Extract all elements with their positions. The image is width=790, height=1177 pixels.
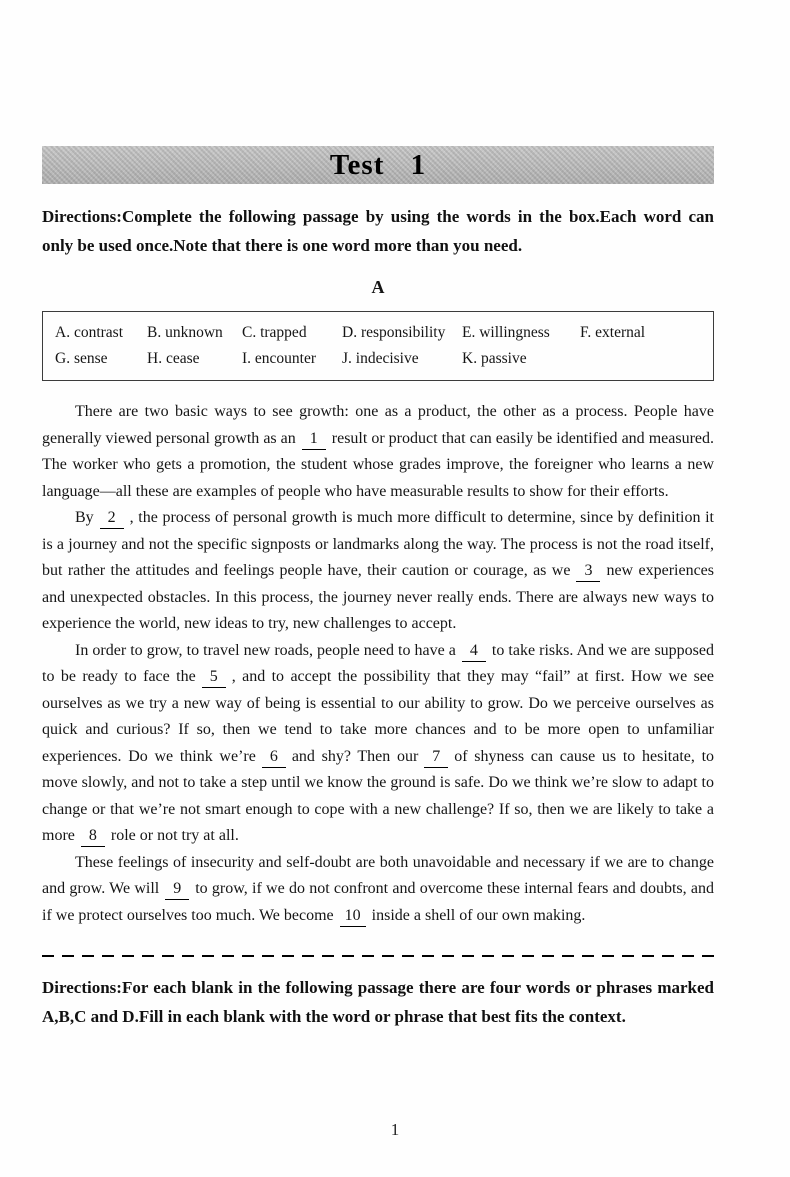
passage-text: of shyness can cause us to hesitate, to move slowly, and not to take a step until we know the ground is safe. Do we think we’re slow to adapt to change or that we’re not smart enough to cope with a new challenge? If so, then we are likely to take a more (42, 747, 715, 844)
blank-1: 1 (302, 429, 326, 450)
blank-5: 5 (202, 667, 226, 688)
passage-text: inside a shell of our own making. (371, 906, 586, 924)
passage-text: result or product that can easily be identified and measured. The worker who gets a promotion, the student whose grades improve, the foreigner who learns a new language—all these are examples of people who have measurable results to show for their efforts. (42, 429, 714, 500)
word-option: G. sense (55, 350, 108, 367)
passage-text: In order to grow, to travel new roads, people need to have a (75, 641, 456, 659)
passage-text: , and to accept the possibility that they may “fail” at first. How we see ourselves as we try a new way of being is essential to our ability to grow. Do we perceive ourselves as quick and curious? If so, then we tend to take more chances and to be more open to unfamiliar experiences. Do we think we’re (42, 668, 715, 765)
word-box-row (55, 346, 713, 372)
word-option: E. willingness (462, 324, 550, 341)
blank-3: 3 (576, 561, 600, 582)
word-option: K. passive (462, 350, 527, 367)
word-box (42, 311, 714, 381)
passage-text: to grow, if we do not confront and overcome these internal fears and doubts, and if we protect ourselves too much. We become (42, 880, 715, 924)
blank-4: 4 (462, 641, 486, 662)
word-option: B. unknown (147, 324, 223, 341)
test-title-banner (42, 146, 714, 184)
blank-10: 10 (340, 906, 366, 927)
test-title: Test 1 (329, 148, 427, 181)
word-option: F. external (580, 324, 646, 341)
word-option: D. responsibility (342, 324, 446, 341)
blank-9: 9 (165, 879, 189, 900)
word-option: J. indecisive (342, 350, 419, 367)
passage-paragraph (42, 850, 714, 930)
passage-text: By (75, 509, 94, 526)
passage-text: , the process of personal growth is much more difficult to determine, since by definition it is a journey and not the specific signposts or landmarks along the way. The process is not the road itself, but rather the attitudes and feelings people have, their caution or courage, as we (42, 509, 714, 579)
passage-paragraph (42, 505, 714, 638)
passage-text: new experiences and unexpected obstacles. In this process, the journey never really ends. There are always new ways to experience the world, new ideas to try, new challenges to accept. (42, 562, 714, 632)
word-option: C. trapped (242, 324, 307, 341)
blank-6: 6 (262, 747, 286, 768)
passage-paragraph (42, 638, 714, 850)
section-a-label: A (371, 277, 385, 297)
passage-text: There are two basic ways to see growth: one as a product, the other as a process. People have generally viewed personal growth as an (42, 403, 714, 447)
word-option: A. contrast (55, 324, 124, 341)
passage-text: and shy? Then our (291, 747, 419, 765)
dashed-cut-line (42, 955, 714, 957)
passage-text: role or not try at all. (110, 827, 239, 844)
word-box-row (55, 320, 713, 346)
blank-2: 2 (100, 508, 124, 529)
passage-paragraph (42, 399, 714, 505)
blank-7: 7 (424, 747, 448, 768)
directions-part-a: Directions:Complete the following passage by using the words in the box.Each word can only be used once.Note that there is one word more than you need. (42, 207, 714, 255)
passage-text: to take risks. And we are supposed to be ready to face the (42, 641, 715, 685)
blank-8: 8 (81, 826, 105, 847)
word-option: I. encounter (242, 350, 317, 367)
page-content (42, 146, 714, 1048)
word-option: H. cease (147, 350, 200, 367)
passage (42, 399, 714, 929)
directions-part-b: Directions:For each blank in the following passage there are four words or phrases marked A,B,C and D.Fill in each blank with the word or phrase that best fits the context. (42, 978, 714, 1026)
passage-text: These feelings of insecurity and self-doubt are both unavoidable and necessary if we are to change and grow. We will (42, 853, 714, 897)
page-number: 1 (390, 1120, 400, 1139)
